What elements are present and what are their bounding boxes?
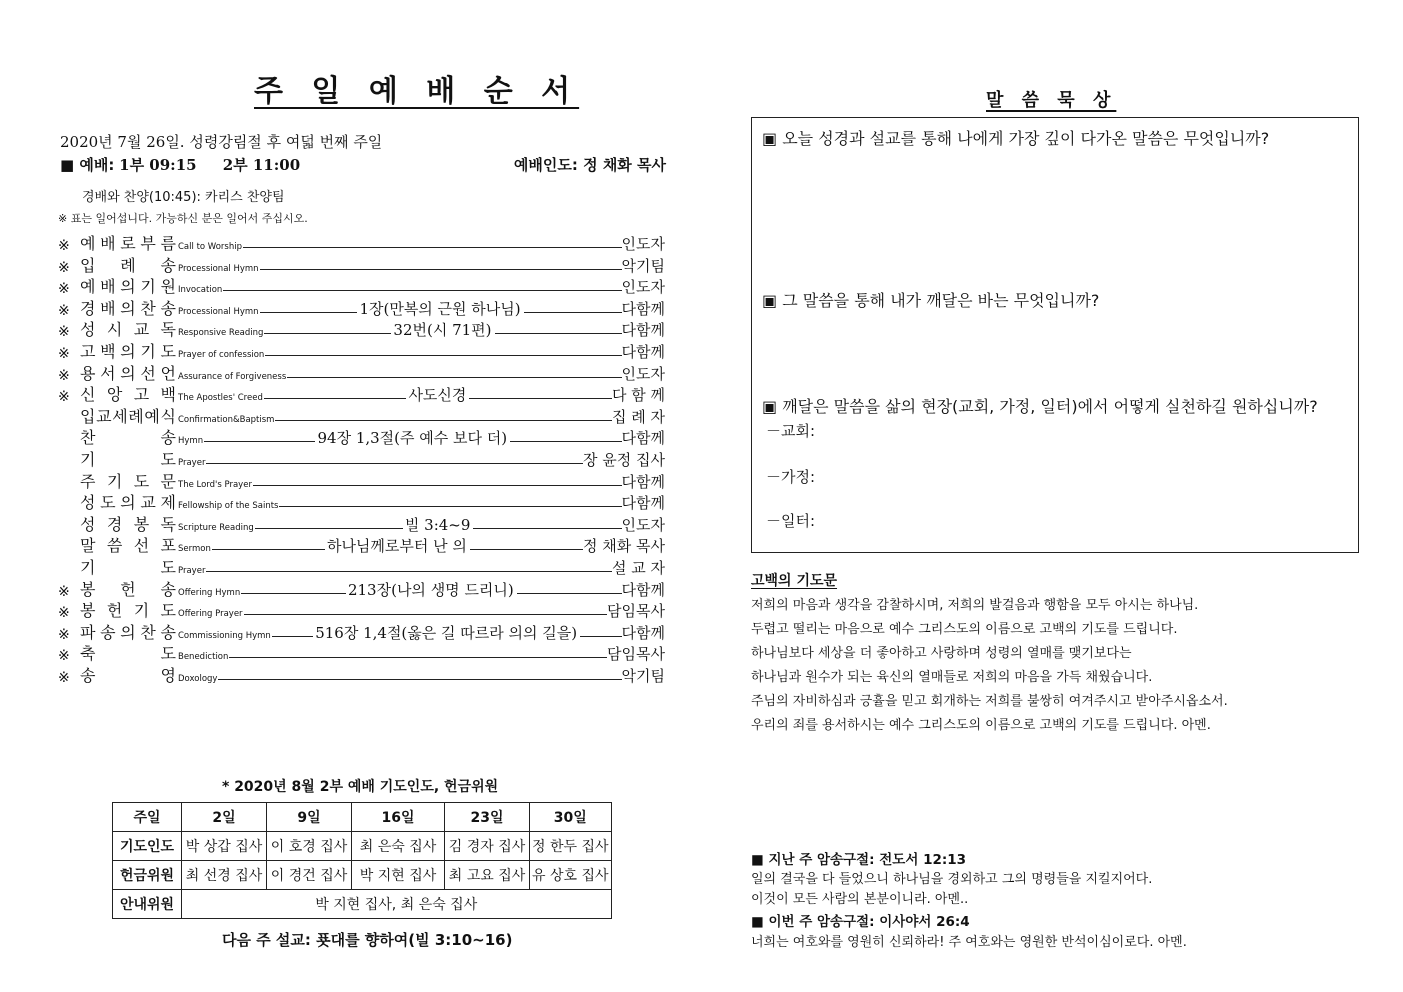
order-item bbox=[58, 622, 665, 643]
leader-line bbox=[260, 312, 358, 313]
order-item-english: Processional Hymn bbox=[178, 263, 259, 274]
order-item-name: 예 배 로 부 름 bbox=[80, 234, 176, 253]
stand-mark: ※ bbox=[58, 670, 70, 686]
date-line: 2020년 7월 26일. 성령강림절 후 여덟 번째 주일 bbox=[60, 133, 383, 151]
order-item-leader: 장 윤정 집사 bbox=[583, 451, 665, 469]
last-week-verse-label: ■ 지난 주 암송구절: 전도서 12:13 bbox=[751, 852, 967, 868]
prayer-line: 주님의 자비하심과 긍휼을 믿고 회개하는 저희를 불쌍히 여겨주시고 받아주시옵소서. bbox=[751, 694, 1228, 709]
order-item-detail: 하나님께로부터 난 의 bbox=[326, 537, 467, 556]
order-item-english: Doxology bbox=[178, 674, 218, 684]
table-header-cell: 16일 bbox=[352, 803, 445, 832]
stand-mark: ※ bbox=[58, 367, 70, 384]
order-item-leader: 다 함 께 bbox=[612, 386, 666, 405]
leader-line bbox=[287, 377, 621, 378]
order-item-leader: 인도자 bbox=[621, 235, 665, 253]
praise-line: 경배와 찬양(10:45): 카리스 찬양팀 bbox=[82, 190, 285, 205]
order-item-leader: 다함께 bbox=[621, 429, 665, 448]
table-cell: 최 은숙 집사 bbox=[352, 832, 445, 861]
schedule-title: * 2020년 8월 2부 예배 기도인도, 헌금위원 bbox=[222, 779, 499, 795]
order-item bbox=[58, 643, 665, 664]
order-item-english: Prayer bbox=[178, 458, 206, 468]
order-item-leader: 다함께 bbox=[621, 343, 665, 361]
order-item-name: 경 배 의 찬 송 bbox=[80, 298, 176, 318]
leader-line bbox=[495, 333, 622, 334]
order-item bbox=[58, 665, 665, 686]
order-item-english: The Apostles' Creed bbox=[178, 393, 263, 404]
order-item-detail: 1장(만복의 근원 하나님) bbox=[359, 299, 521, 318]
order-item bbox=[58, 427, 665, 448]
order-item-english: Fellowship of the Saints bbox=[178, 501, 279, 512]
order-item-english: Responsive Reading bbox=[178, 328, 264, 339]
leader-line bbox=[580, 636, 621, 637]
order-item-name: 찬 송 bbox=[80, 428, 176, 448]
order-item-english: Offering Prayer bbox=[178, 609, 243, 620]
order-item-english: Hymn bbox=[178, 436, 204, 447]
table-header-cell: 9일 bbox=[267, 803, 352, 832]
stand-mark: ※ bbox=[58, 583, 70, 600]
table-cell: 박 지현 집사 bbox=[352, 861, 445, 890]
leader-line bbox=[223, 290, 621, 291]
prayer-line: 우리의 죄를 용서하시는 예수 그리스도의 이름으로 고백의 기도를 드립니다. 아멘. bbox=[751, 718, 1211, 733]
table-cell: 유 상호 집사 bbox=[530, 861, 612, 890]
last-week-verse-line: 이것이 모든 사람의 본분이니라. 아멘.. bbox=[751, 892, 969, 907]
order-item-english: Prayer of confession bbox=[178, 350, 265, 360]
worship-leader: 예배인도: 정 채화 목사 bbox=[513, 156, 666, 174]
order-item bbox=[58, 449, 665, 470]
order-item-leader: 집 례 자 bbox=[611, 407, 665, 426]
order-item-leader: 정 채화 목사 bbox=[583, 537, 666, 556]
question-1: ▣ 오늘 성경과 설교를 통해 나에게 가장 깊이 다가온 말씀은 무엇입니까? bbox=[762, 129, 1270, 148]
stand-mark: ※ bbox=[58, 346, 70, 362]
order-item bbox=[58, 471, 665, 492]
table-cell: 최 고요 집사 bbox=[445, 861, 530, 890]
leader-line bbox=[260, 269, 622, 270]
order-item-leader: 다함께 bbox=[621, 472, 665, 491]
last-week-verse-line: 일의 결국을 다 들었으니 하나님을 경외하고 그의 명령들을 지킬지어다. bbox=[751, 872, 1153, 887]
table-cell: 박 상갑 집사 bbox=[182, 832, 267, 861]
table-header-cell: 30일 bbox=[530, 803, 612, 832]
answer-home: －가정: bbox=[766, 468, 816, 486]
leader-line bbox=[204, 441, 315, 442]
leader-line bbox=[272, 636, 313, 637]
order-item-name: 기 도 bbox=[80, 450, 176, 469]
meditation-box bbox=[751, 117, 1359, 553]
order-item bbox=[58, 514, 665, 535]
order-item-name: 축 도 bbox=[80, 644, 176, 664]
order-item-detail: 사도신경 bbox=[408, 386, 467, 405]
order-item-english: Scripture Reading bbox=[178, 522, 254, 533]
leader-line bbox=[275, 420, 612, 421]
order-item-english: Confirmation&Baptism bbox=[178, 414, 275, 425]
order-item bbox=[58, 341, 665, 362]
leader-line bbox=[517, 593, 622, 594]
leader-line bbox=[524, 312, 622, 313]
stand-mark: ※ bbox=[58, 605, 70, 622]
leader-line bbox=[265, 355, 621, 356]
order-item-name: 용 서 의 선 언 bbox=[80, 363, 176, 383]
order-item-name: 예 배 의 기 원 bbox=[80, 277, 176, 297]
order-item-name: 봉 헌 기 도 bbox=[80, 601, 176, 621]
order-item-english: Processional Hymn bbox=[178, 306, 259, 317]
order-item-name: 고 백 의 기 도 bbox=[80, 342, 176, 361]
order-item bbox=[58, 535, 665, 556]
table-header-cell: 2일 bbox=[182, 803, 267, 832]
leader-line bbox=[510, 441, 621, 442]
stand-mark: ※ bbox=[58, 302, 70, 319]
order-item-leader: 악기팀 bbox=[621, 256, 665, 275]
order-item-detail: 빌 3:4~9 bbox=[404, 515, 471, 534]
order-item-leader: 다함께 bbox=[621, 299, 665, 318]
row-label: 기도인도 bbox=[113, 832, 182, 861]
table-row bbox=[113, 803, 612, 832]
leader-line bbox=[264, 398, 407, 399]
leader-line bbox=[255, 528, 403, 529]
prayer-line: 저희의 마음과 생각을 감찰하시며, 저희의 발걸음과 행함을 모두 아시는 하나님. bbox=[751, 598, 1199, 613]
order-item-leader: 인도자 bbox=[621, 515, 666, 534]
stand-mark: ※ bbox=[58, 324, 70, 341]
order-item-name: 송 영 bbox=[80, 666, 176, 685]
order-item-name: 성 시 교 독 bbox=[80, 320, 176, 340]
leader-line bbox=[469, 398, 612, 399]
order-item bbox=[58, 276, 665, 297]
prayer-line: 하나님과 원수가 되는 육신의 열매들로 저희의 마음을 가득 채웠습니다. bbox=[751, 670, 1153, 685]
row-label: 헌금위원 bbox=[113, 861, 182, 890]
order-item-leader: 악기팀 bbox=[621, 667, 665, 685]
service-times: 1부 09:15 2부 11:00 bbox=[119, 156, 301, 174]
order-item-name: 신 앙 고 백 bbox=[80, 385, 176, 405]
order-item-english: Commissioning Hymn bbox=[178, 630, 271, 641]
order-item-english: Benediction bbox=[178, 652, 229, 663]
order-item bbox=[58, 557, 665, 578]
order-item-name: 파 송 의 찬 송 bbox=[80, 622, 176, 642]
leader-line bbox=[206, 571, 612, 572]
table-header-cell: 주일 bbox=[113, 803, 182, 832]
schedule-table bbox=[112, 802, 612, 919]
order-item-leader: 설 교 자 bbox=[611, 559, 665, 577]
order-item-name: 주 기 도 문 bbox=[80, 471, 176, 491]
table-row bbox=[113, 890, 612, 919]
order-item bbox=[58, 319, 665, 340]
table-cell: 최 선경 집사 bbox=[182, 861, 267, 890]
order-item bbox=[58, 406, 665, 427]
order-item-leader: 인도자 bbox=[621, 364, 665, 383]
order-item bbox=[58, 363, 665, 384]
order-item-english: Invocation bbox=[178, 285, 223, 296]
leader-line bbox=[229, 657, 607, 658]
leader-line bbox=[470, 549, 583, 550]
order-item-leader: 다함께 bbox=[621, 623, 665, 642]
question-3: ▣ 깨달은 말씀을 삶의 현장(교회, 가정, 일터)에서 어떻게 실천하길 원하십니까? bbox=[762, 397, 1318, 416]
leader-line bbox=[241, 593, 346, 594]
this-week-verse-label: ■ 이번 주 암송구절: 이사야서 26:4 bbox=[751, 914, 970, 930]
prayer-line: 두렵고 떨리는 마음으로 예수 그리스도의 이름으로 고백의 기도를 드립니다. bbox=[751, 622, 1178, 637]
order-item bbox=[58, 255, 665, 276]
order-item-name: 성 도 의 교 제 bbox=[80, 493, 176, 513]
stand-mark: ※ bbox=[58, 281, 70, 298]
table-cell: 이 경건 집사 bbox=[267, 861, 352, 890]
leader-line bbox=[253, 485, 622, 486]
leader-line bbox=[279, 506, 621, 507]
row-label: 안내위원 bbox=[113, 890, 182, 919]
table-header-cell: 23일 bbox=[445, 803, 530, 832]
order-item-leader: 다함께 bbox=[621, 494, 665, 513]
order-item-name: 입 례 송 bbox=[80, 255, 176, 275]
page-title: 주 일 예 배 순 서 bbox=[254, 74, 580, 109]
stand-mark: ※ bbox=[58, 648, 70, 665]
order-item-english: Call to Worship bbox=[178, 242, 242, 252]
order-item-leader: 다함께 bbox=[621, 321, 665, 340]
order-item bbox=[58, 233, 665, 254]
next-sermon: 다음 주 설교: 푯대를 향하여(빌 3:10~16) bbox=[222, 931, 513, 949]
table-cell: 정 한두 집사 bbox=[530, 832, 612, 861]
order-item bbox=[58, 492, 665, 513]
stand-mark: ※ bbox=[58, 238, 70, 254]
order-item-english: The Lord's Prayer bbox=[178, 479, 252, 490]
order-item-name: 말 씀 선 포 bbox=[80, 536, 176, 556]
stand-note: ※ 표는 일어섭니다. 가능하신 분은 일어서 주십시오. bbox=[58, 212, 308, 225]
order-item bbox=[58, 384, 665, 405]
order-item-english: Offering Hymn bbox=[178, 587, 241, 598]
leader-line bbox=[243, 247, 622, 248]
question-2: ▣ 그 말씀을 통해 내가 깨달은 바는 무엇입니까? bbox=[762, 291, 1100, 310]
stand-mark: ※ bbox=[58, 389, 70, 406]
leader-line bbox=[206, 463, 583, 464]
usher-cell: 박 지현 집사, 최 은숙 집사 bbox=[182, 890, 612, 919]
leader-line bbox=[244, 614, 607, 615]
order-item-detail: 516장 1,4절(옳은 길 따르라 의의 길을) bbox=[315, 623, 578, 642]
table-cell: 김 경자 집사 bbox=[445, 832, 530, 861]
order-item-name: 봉 헌 송 bbox=[80, 579, 176, 599]
order-item-english: Sermon bbox=[178, 544, 211, 555]
table-row bbox=[113, 832, 612, 861]
order-item-name: 입 교 세 례 예 식 bbox=[80, 406, 176, 426]
order-item-name: 기 도 bbox=[80, 558, 176, 577]
stand-mark: ※ bbox=[58, 626, 70, 643]
order-item bbox=[58, 600, 665, 621]
answer-work: －일터: bbox=[766, 512, 816, 530]
leader-line bbox=[212, 549, 325, 550]
leader-line bbox=[473, 528, 621, 529]
order-item bbox=[58, 298, 665, 319]
order-item-leader: 담임목사 bbox=[607, 602, 665, 621]
order-item-english: Assurance of Forgiveness bbox=[178, 371, 287, 382]
table-row bbox=[113, 861, 612, 890]
order-item-leader: 다함께 bbox=[621, 580, 665, 599]
answer-church: －교회: bbox=[766, 422, 816, 440]
order-item-detail: 213장(나의 생명 드리니) bbox=[347, 580, 514, 599]
stand-mark: ※ bbox=[58, 259, 70, 276]
order-item-leader: 담임목사 bbox=[607, 645, 665, 664]
order-item-detail: 32번(시 71편) bbox=[393, 321, 492, 340]
service-label: ■ 예배: bbox=[60, 156, 115, 174]
this-week-verse-line: 너희는 여호와를 영원히 신뢰하라! 주 여호와는 영원한 반석이심이로다. 아멘. bbox=[751, 935, 1187, 950]
leader-line bbox=[264, 333, 391, 334]
table-cell: 이 호경 집사 bbox=[267, 832, 352, 861]
order-item-english: Prayer bbox=[178, 566, 206, 576]
meditation-title: 말 씀 묵 상 bbox=[986, 90, 1117, 111]
service-line bbox=[60, 154, 666, 176]
leader-line bbox=[218, 679, 621, 680]
order-item-detail: 94장 1,3절(주 예수 보다 더) bbox=[317, 429, 508, 448]
prayer-line: 하나님보다 세상을 더 좋아하고 사랑하며 성령의 열매를 맺기보다는 bbox=[751, 646, 1132, 661]
order-item-name: 성 경 봉 독 bbox=[80, 514, 176, 534]
order-item bbox=[58, 579, 665, 600]
prayer-title: 고백의 기도문 bbox=[751, 573, 838, 589]
order-item-leader: 인도자 bbox=[621, 278, 665, 297]
